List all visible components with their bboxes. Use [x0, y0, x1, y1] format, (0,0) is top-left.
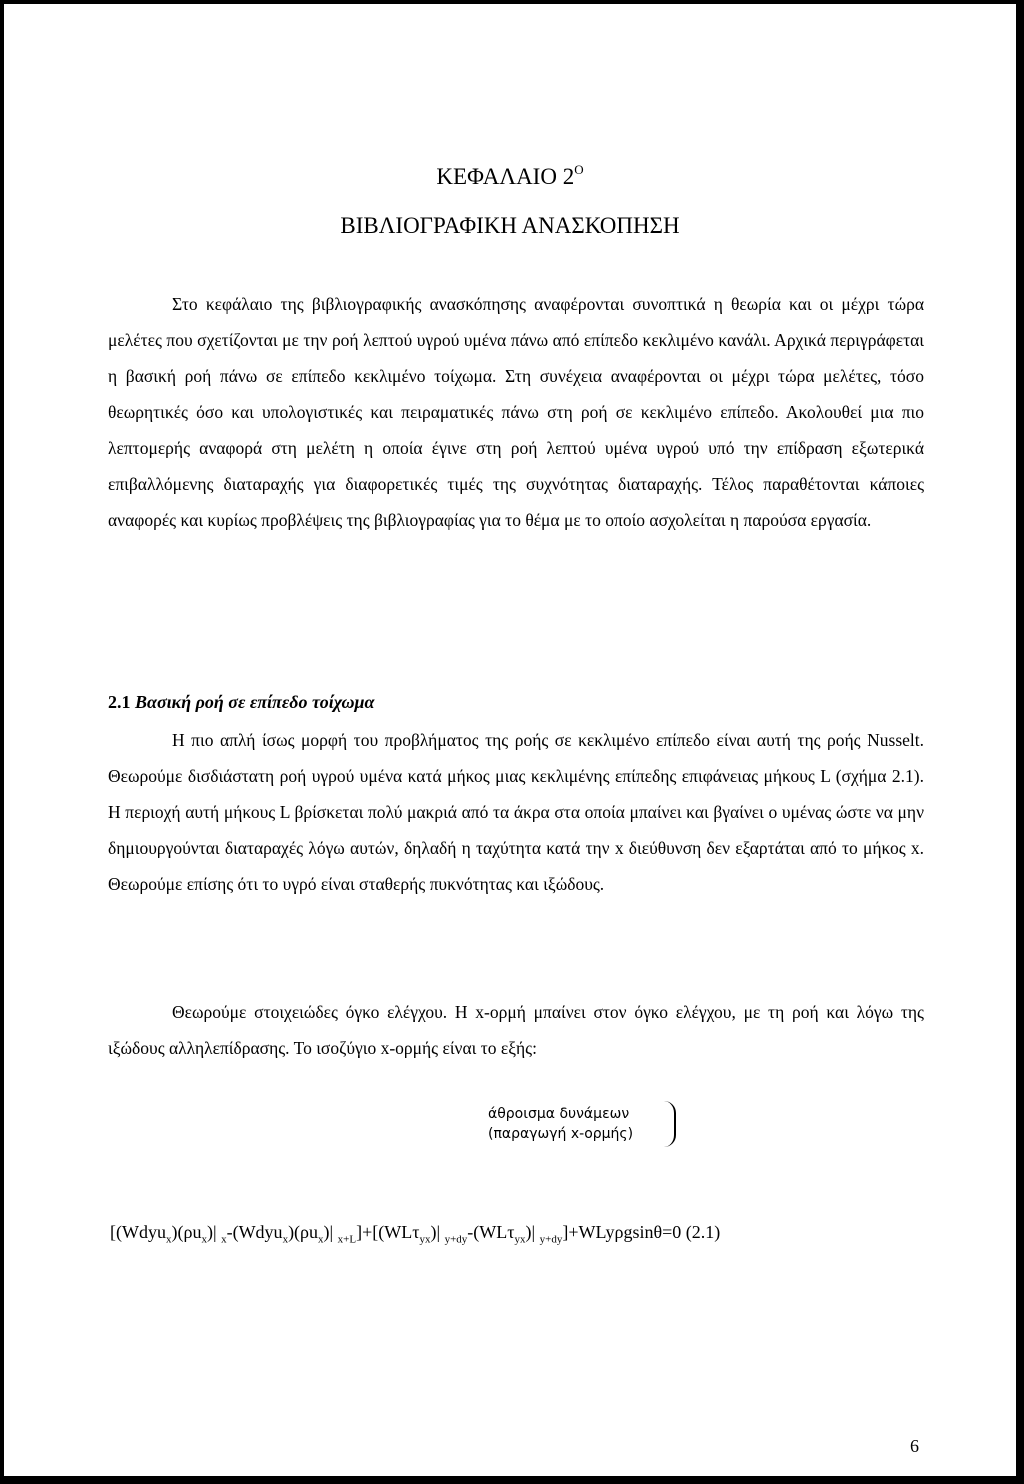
eq-subscript: x	[318, 1233, 324, 1246]
eq-part: ]+WLyρgsinθ=0	[562, 1222, 682, 1242]
momentum-balance-equation	[110, 1217, 720, 1255]
eq-part: [(Wdyu	[110, 1222, 166, 1242]
eq-part: )|	[525, 1222, 540, 1242]
balance-annotation	[488, 1104, 633, 1144]
eq-part: -(Wdyu	[226, 1222, 283, 1242]
eq-subscript: x	[282, 1233, 289, 1246]
eq-subscript: x	[165, 1233, 172, 1246]
eq-subscript: y+dy	[539, 1233, 563, 1246]
eq-subscript: x	[201, 1233, 207, 1246]
eq-part: )(ρu	[171, 1222, 202, 1242]
page-number: 6	[910, 1436, 919, 1456]
eq-part: -(WLτ	[467, 1222, 515, 1242]
eq-part: )(ρu	[288, 1222, 319, 1242]
section-heading	[108, 687, 924, 717]
intro-paragraph: Στο κεφάλαιο της βιβλιογραφικής ανασκόπησης αναφέρονται συνοπτικά η θεωρία και οι μέχρι τώρα μελέτες που σχετίζονται με την ροή λεπτού υγρού υμένα πάνω από επίπεδο κεκλιμένο κανάλι. Αρχικά περιγράφεται η βασική ροή πάνω σε επίπεδο κεκλιμένο τοίχωμα. Στη συνέχεια αναφέρονται οι μέχρι τώρα μελέτες, τόσο θεωρητικές όσο και υπολογιστικές και πειραματικές πάνω στη ροή σε κεκλιμένο επίπεδο. Ακολουθεί μια πιο λεπτομερής αναφορά στη μελέτη η οποία έγινε στη ροή λεπτού υμένα υγρού υπό την επίδραση εξωτερικά επιβαλλόμενης διαταραχής για διαφορετικές τιμές της συχνότητας διαταραχής. Τέλος παραθέτονται κάποιες αναφορές και κυρίως προβλέψεις της βιβλιογραφίας για το θέμα με το οποίο ασχολείται η παρούσα εργασία.	[108, 294, 924, 530]
eq-part: )|	[206, 1222, 222, 1242]
equation-number: (2.1)	[685, 1222, 721, 1242]
eq-subscript: yx	[419, 1233, 431, 1246]
eq-subscript: x	[221, 1233, 227, 1246]
eq-part: )|	[430, 1222, 445, 1242]
chapter-title	[4, 162, 1016, 192]
eq-part: ]+[(WLτ	[356, 1222, 420, 1242]
right-brace-icon	[664, 1101, 676, 1147]
section-title: Βασική ροή σε επίπεδο τοίχωμα	[135, 692, 375, 712]
section-number: 2.1	[108, 692, 131, 712]
chapter-title-text: ΚΕΦΑΛΑΙΟ 2	[436, 164, 575, 189]
eq-subscript: yx	[514, 1233, 526, 1246]
eq-part: )|	[323, 1222, 338, 1242]
chapter-title-superscript: O	[574, 162, 584, 177]
eq-subscript: y+dy	[444, 1233, 468, 1246]
section-paragraph-1: Η πιο απλή ίσως μορφή του προβλήματος της ροής σε κεκλιμένο επίπεδο είναι αυτή της ροής Nusselt. Θεωρούμε δισδιάστατη ροή υγρού υμένα κατά μήκος μιας κεκλιμένης επίπεδης επιφάνειας μήκους L (σχήμα 2.1). Η περιοχή αυτή μήκους L βρίσκεται πολύ μακριά από τα άκρα στα οποία μπαίνει και βγαίνει ο υμένας ώστε να μην δημιουργούνται διαταραχές λόγω αυτών, δηλαδή η ταχύτητα κατά την x διεύθυνση δεν εξαρτάται από το μήκος x. Θεωρούμε επίσης ότι το υγρό είναι σταθερής πυκνότητας και ιξώδους.	[108, 730, 924, 894]
document-page	[4, 4, 1016, 1476]
chapter-subtitle: ΒΙΒΛΙΟΓΡΑΦΙΚΗ ΑΝΑΣΚΟΠΗΣΗ	[340, 213, 680, 238]
eq-subscript: x+L	[337, 1233, 357, 1246]
annotation-line-1: άθροισμα δυνάμεων	[488, 1106, 630, 1122]
section-paragraph-2: Θεωρούμε στοιχειώδες όγκο ελέγχου. Η x-ορμή μπαίνει στον όγκο ελέγχου, με τη ροή και λόγω της ιξώδους αλληλεπίδρασης. Το ισοζύγιο x-ορμής είναι το εξής:	[108, 1002, 924, 1058]
annotation-line-2: (παραγωγή x-ορμής)	[488, 1126, 634, 1142]
